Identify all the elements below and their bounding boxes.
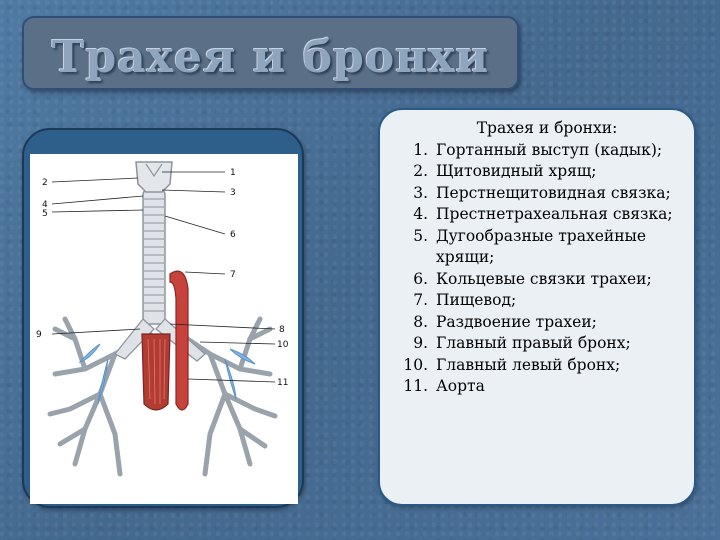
legend-item xyxy=(380,183,686,205)
legend-item-number: 9. xyxy=(413,334,428,352)
legend-item-number: 4. xyxy=(413,205,428,223)
legend-heading: Трахея и бронхи: xyxy=(476,119,618,137)
label-3: 3 xyxy=(230,188,236,198)
label-8: 8 xyxy=(279,325,285,335)
trachea-bronchi-illustration xyxy=(30,154,298,504)
legend-item-text: Кольцевые связки трахеи; xyxy=(436,269,652,288)
label-5: 5 xyxy=(42,209,48,219)
label-1: 1 xyxy=(230,168,236,178)
label-10: 10 xyxy=(277,340,289,350)
legend-item xyxy=(380,140,686,162)
legend-item-number: 5. xyxy=(413,226,428,245)
legend-item-number: 3. xyxy=(413,183,428,202)
label-11: 11 xyxy=(277,378,289,388)
illustration-frame xyxy=(22,128,304,508)
label-4: 4 xyxy=(42,200,48,210)
legend-panel xyxy=(378,108,696,506)
legend-item-number: 6. xyxy=(413,269,428,288)
legend-item xyxy=(380,161,686,183)
legend-item xyxy=(380,269,686,291)
legend-item xyxy=(380,376,686,398)
legend-item-number: 1. xyxy=(413,140,428,159)
legend-item-text: Гортанный выступ (кадык); xyxy=(436,140,663,159)
legend-item-number: 10. xyxy=(403,355,428,374)
legend-item xyxy=(380,226,686,269)
larynx xyxy=(136,162,172,192)
legend-item-text: Главный правый бронх; xyxy=(436,334,631,352)
legend-item-text: Раздвоение трахеи; xyxy=(436,312,597,331)
legend-item-number: 11. xyxy=(403,377,428,395)
legend-item-number: 7. xyxy=(413,291,428,309)
legend-item xyxy=(380,312,686,334)
legend-item-number: 8. xyxy=(413,312,428,331)
legend-item-number: 2. xyxy=(413,162,428,180)
illustration-canvas xyxy=(30,154,298,504)
esophagus xyxy=(142,334,170,410)
legend-item xyxy=(380,290,686,312)
legend-item-text: Пищевод; xyxy=(436,291,517,309)
label-9: 9 xyxy=(36,330,42,340)
legend-list xyxy=(380,140,686,398)
label-2: 2 xyxy=(42,178,48,188)
label-6: 6 xyxy=(230,230,236,240)
legend-item-text: Аорта xyxy=(436,377,485,395)
legend-item-text: Главный левый бронх; xyxy=(436,355,621,374)
legend-item xyxy=(380,355,686,377)
legend-item-text: Дугообразные трахейные хрящи; xyxy=(436,226,647,266)
legend-item-text: Престнетрахеальная связка; xyxy=(436,205,673,223)
slide-title: Трахея и бронхи xyxy=(51,32,490,83)
legend-item-text: Перстнещитовидная связка; xyxy=(436,183,671,202)
legend-item xyxy=(380,333,686,355)
title-box xyxy=(22,16,519,90)
label-7: 7 xyxy=(230,270,236,280)
legend-item xyxy=(380,204,686,226)
legend-item-text: Щитовидный хрящ; xyxy=(436,162,597,180)
left-bronchial-tree xyxy=(180,319,275,474)
